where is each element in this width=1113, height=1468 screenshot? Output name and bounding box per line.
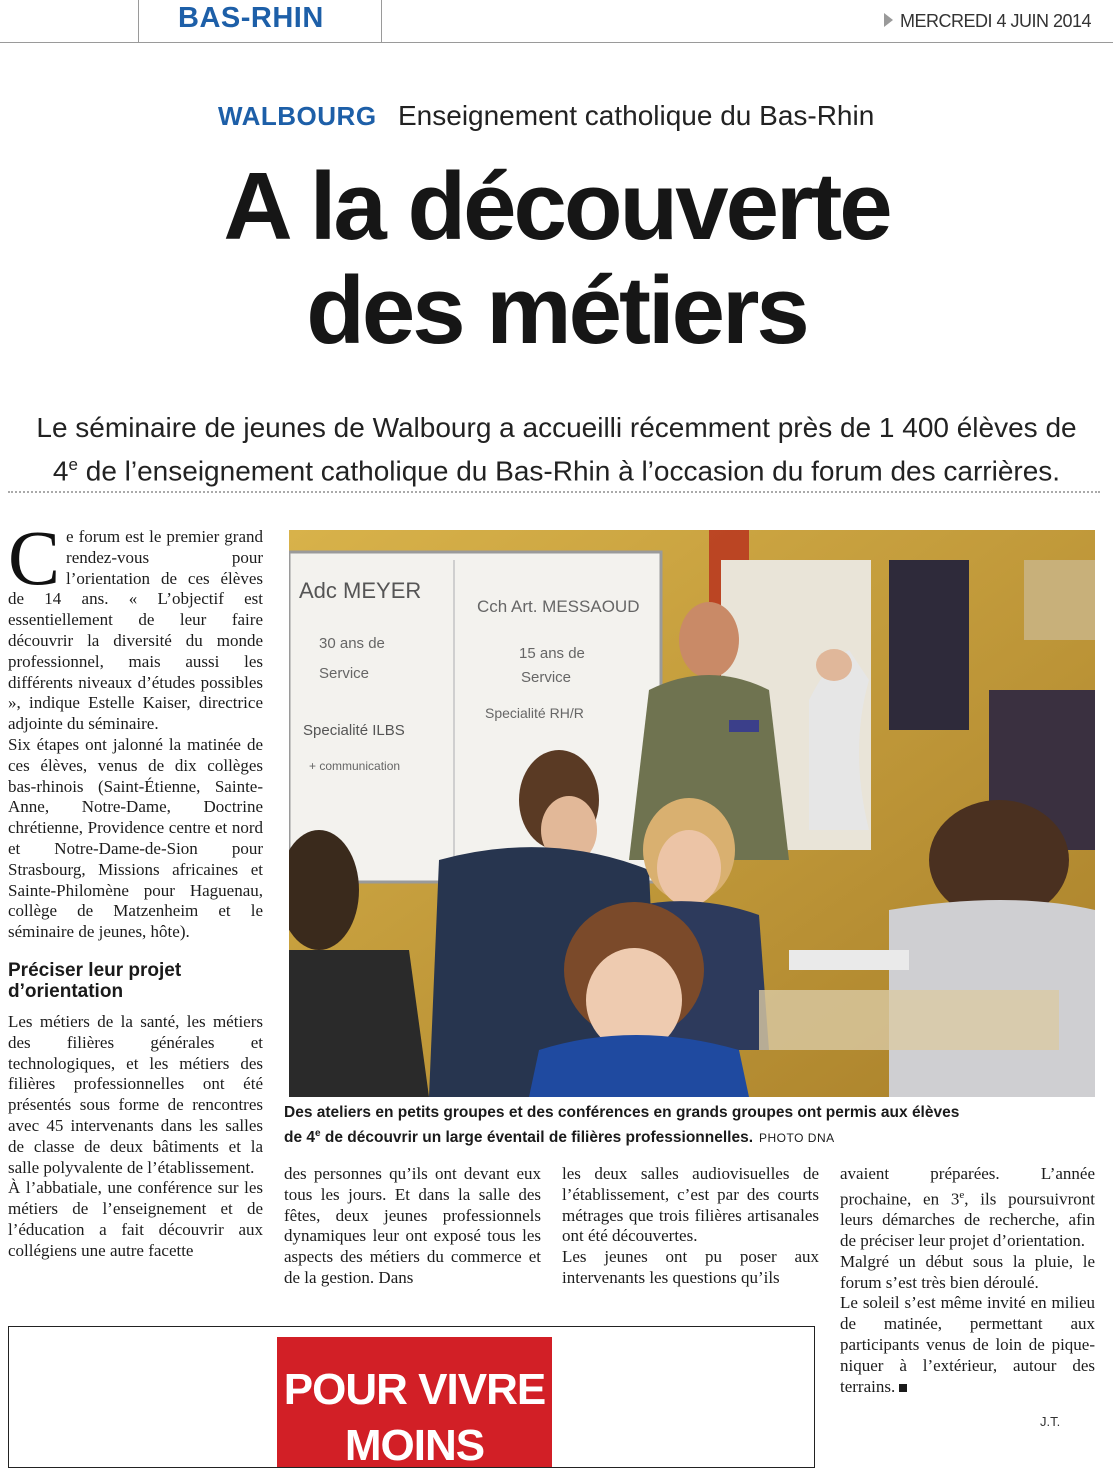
article-headline xyxy=(0,155,1113,363)
column-4-superscript: e xyxy=(959,1188,965,1201)
standfirst-line-1: Le séminaire de jeunes de Walbourg a accueilli récemment près de 1 400 élèves de xyxy=(36,412,1077,443)
ad-headline-line-1: POUR VIVRE xyxy=(283,1365,546,1414)
photo-caption xyxy=(284,1102,1094,1149)
column-2-paragraph: des personnes qu’ils ont devant eux tous les jours. Et dans la salle des fêtes, deux jeunes professionnels dynamiques leur ont exposé tous les aspects des métiers du commerce et de la gestion. Dans xyxy=(284,1164,541,1287)
author-signature: J.T. xyxy=(1040,1414,1061,1429)
standfirst-rest: de l’enseignement catholique du Bas-Rhin à l’occasion du forum des carrières. xyxy=(77,455,1061,487)
paragraph-1-text: e forum est le premier grand rendez-vous pour l’orientation de ces élèves de 14 ans. « L’objectif est essentiellement de leur faire découvrir la diversité du monde professionnel, mais aussi les différents niveaux d’études possibles », indique Estelle Kaiser, directrice adjointe du séminaire. xyxy=(8,527,263,734)
column-4-paragraph-1 xyxy=(840,1164,1095,1252)
caption-line-1: Des ateliers en petits groupes et des conférences en grands groupes ont permis aux élèves xyxy=(284,1104,960,1121)
article-locality: WALBOURG xyxy=(218,101,377,131)
whiteboard-text-2: 30 ans de xyxy=(319,635,385,652)
paragraph-4: À l’abbatiale, une conférence sur les métiers de l’enseignement et de l’éducation a fait découvrir aux collégiens une autre facette xyxy=(8,1178,263,1260)
whiteboard-text-9: Specialité RH/R xyxy=(485,705,584,721)
headline-line-2: des métiers xyxy=(306,257,807,364)
whiteboard-text-5: + communication xyxy=(309,759,401,773)
article-kicker: Enseignement catholique du Bas-Rhin xyxy=(398,100,875,131)
standfirst-number: 4 xyxy=(52,455,69,487)
photo-credit: PHOTO DNA xyxy=(759,1131,835,1146)
article-column-2 xyxy=(284,1164,541,1289)
headline-line-1: A la découverte xyxy=(223,153,890,260)
column-4-paragraph-2: Malgré un début sous la pluie, le forum s’est très bien déroulé. xyxy=(840,1251,1095,1292)
paragraph-3: Les métiers de la santé, les métiers des filières générales et technologiques, et les métiers des filières professionnelles ont été présentés sous forme de rencontres avec 45 intervenants dans les salles de classe de deux bâtiments et la salle polyvalente de l’établissement. xyxy=(8,1011,263,1177)
column-4-text-a: avaient préparées. L’année prochaine, en 3 xyxy=(840,1164,1095,1209)
column-4-text-c: Le soleil s’est même invité en milieu de matinée, permettant aux participants venus de loin de pique-niquer à l’extérieur, autour des terrains. xyxy=(840,1293,1095,1396)
whiteboard-text-3: Service xyxy=(319,665,370,682)
edition-date: MERCREDI 4 JUIN 2014 xyxy=(900,11,1092,31)
article-photo xyxy=(289,530,1095,1097)
caption-rest: de découvrir un large éventail de filières professionnelles. xyxy=(320,1129,754,1147)
caption-prefix: de 4 xyxy=(284,1129,316,1147)
column-3-paragraph-2: Les jeunes ont pu poser aux intervenants les questions qu’ils xyxy=(562,1247,819,1287)
paragraph-2: Six étapes ont jalonné la matinée de ces élèves, venus de dix collèges bas-rhinois (Saint-Étienne, Sainte-Anne, Notre-Dame, Doctrine chrétienne, Providence centre et nord et Notre-Dame-de-Sion pour Strasbourg, Missions africaines et Sainte-Philomène pour Haguenau, collège de Matzenheim et le séminaire de jeunes, hôte). xyxy=(8,734,263,942)
column-3-paragraph-1: les deux salles audiovisuelles de l’établissement, c’est par des courts métrages que trois filières artisanales ont été découvertes. xyxy=(562,1164,819,1246)
ad-headline-line-2: MOINS xyxy=(344,1421,485,1467)
article-standfirst xyxy=(0,409,1113,489)
dotted-separator xyxy=(8,491,1100,493)
whiteboard-text-4: Specialité ILBS xyxy=(303,722,405,739)
section-label: BAS-RHIN xyxy=(178,2,324,34)
date-arrow-icon xyxy=(884,13,893,27)
caption-superscript: e xyxy=(315,1128,321,1139)
caption-line-2 xyxy=(284,1123,1094,1149)
column-4-paragraph-3 xyxy=(840,1293,1095,1397)
classroom-photo-illustration xyxy=(289,530,1095,1097)
article-column-4 xyxy=(840,1164,1095,1397)
whiteboard-text-8: Service xyxy=(521,669,572,686)
header-rule xyxy=(0,42,1113,43)
whiteboard-text-6: Cch Art. MESSAOUD xyxy=(477,597,640,616)
drop-cap: C xyxy=(8,514,61,601)
paragraph-1 xyxy=(8,514,263,735)
whiteboard-text-7: 15 ans de xyxy=(519,645,585,662)
end-mark-icon xyxy=(899,1384,907,1392)
standfirst-superscript: e xyxy=(68,455,78,474)
article-column-3 xyxy=(562,1164,819,1289)
column-4-text-b: , ils poursuivront leurs démarches de recherche, afin de préciser leur projet d’orientation. xyxy=(840,1189,1095,1251)
article-subhead: Préciser leur projet d’orientation xyxy=(8,959,182,1002)
svg-text:Adc MEYER xyxy=(299,578,421,603)
article-column-1 xyxy=(8,514,263,1262)
standfirst-line-2 xyxy=(0,446,1113,489)
whiteboard-text-1: Adc MEYER xyxy=(299,578,422,603)
